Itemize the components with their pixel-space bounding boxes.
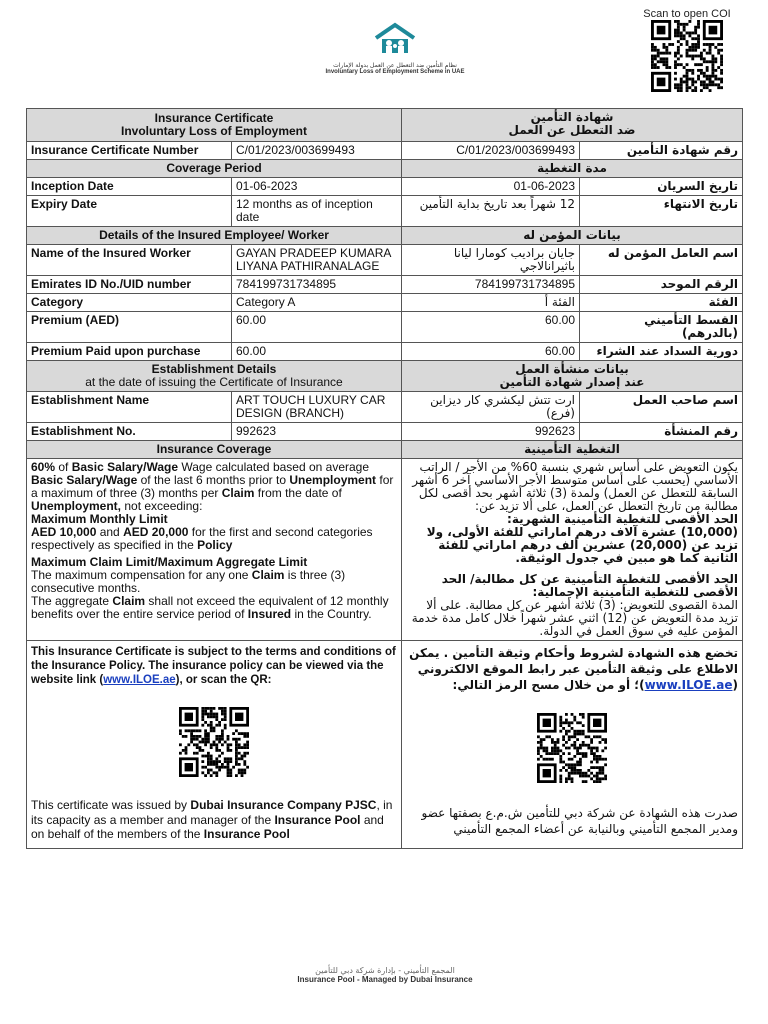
cert-number-row: [27, 142, 743, 160]
category-value-en: Category A: [232, 294, 402, 312]
coverage-period-header-en: Coverage Period: [27, 160, 402, 178]
coverage-ar-paragraph-3: المدة القصوى للتعويض: (3) ثلاثة أشهر عن كل مطالبة. على ألا تزيد مدة التعويض عن (12) اثني عشر شهراً خلال كامل مدة خدمة المؤمن عليه في سوق العمل في الدولة.: [411, 598, 738, 638]
premium-label: Premium (AED): [27, 312, 232, 343]
issued-by-text-en: This certificate was issued by Dubai Insurance Company PJSC, in its capacity as a member and manager of the Insurance Pool and on behalf of the members of the Insurance Pool: [31, 798, 393, 841]
expiry-label-ar: تاريخ الانتهاء: [580, 196, 743, 227]
insured-header-en: Details of the Insured Employee/ Worker: [27, 227, 402, 245]
emirates-id-label: Emirates ID No./UID number: [27, 276, 232, 294]
category-row: [27, 294, 743, 312]
logo-english-text: Involuntary Loss of Employment Scheme in UAE: [325, 69, 465, 75]
title-en-1: Insurance Certificate: [154, 111, 274, 125]
establishment-name-value-ar: ارت تتش ليكشري كار ديزاين (فرع): [402, 392, 580, 423]
expiry-label: Expiry Date: [27, 196, 232, 227]
inception-row: [27, 178, 743, 196]
footer-arabic: المجمع التأميني - بإدارة شركة دبي للتأمين: [315, 966, 455, 975]
establishment-no-row: [27, 423, 743, 441]
insured-name-value-ar: جايان براديب كومارا ليانا باثيرانالاجي: [402, 245, 580, 276]
coverage-header-en: Insurance Coverage: [27, 441, 402, 459]
monthly-limit-title: Maximum Monthly Limit: [31, 512, 168, 526]
terms-text-en: This Insurance Certificate is subject to the terms and conditions of the Insurance Policy. The insurance policy can be viewed via the website link (www.ILOE.ae), or scan the QR:: [31, 646, 396, 686]
establishment-header-ar: [402, 361, 743, 392]
title-ar-1: شهادة التأمين: [530, 110, 614, 124]
coverage-text-ar: [402, 459, 743, 641]
policy-qr-code-en[interactable]: [179, 707, 249, 780]
emirates-id-value-ar: 784199731734895: [402, 276, 580, 294]
establishment-header-en-1: Establishment Details: [151, 362, 277, 376]
title-ar: [402, 109, 743, 142]
footer-brand: [280, 966, 490, 984]
logo-arabic-text: نظام التأمين ضد التعطل عن العمل بدولة الإمارات: [333, 62, 457, 69]
establishment-no-label-ar: رقم المنشأة: [580, 423, 743, 441]
inception-label-ar: تاريخ السريان: [580, 178, 743, 196]
qr-pattern-icon: [537, 713, 607, 783]
establishment-header-en-2: at the date of issuing the Certificate of Insurance: [85, 375, 343, 389]
emirates-id-label-ar: الرقم الموحد: [580, 276, 743, 294]
issued-by-text-ar: صدرت هذه الشهادة عن شركة دبي للتأمين ش.م.ع بصفتها عضو ومدير المجمع التأميني وبالنيابة عن أعضاء المجمع التأميني: [421, 806, 738, 836]
top-qr-block: [632, 8, 742, 97]
category-label-ar: الفئة: [580, 294, 743, 312]
cert-number-value-en: C/01/2023/003699493: [232, 142, 402, 160]
claim-limit-title: Maximum Claim Limit/Maximum Aggregate Limit: [31, 555, 308, 569]
insured-header-row: [27, 227, 743, 245]
insured-header-ar: بيانات المؤمن له: [402, 227, 743, 245]
footer-english: Insurance Pool - Managed by Dubai Insurance: [297, 975, 473, 984]
expiry-row: [27, 196, 743, 227]
expiry-value-ar: 12 شهراً بعد تاريخ بداية التأمين: [402, 196, 580, 227]
insured-name-label: Name of the Insured Worker: [27, 245, 232, 276]
establishment-no-value-en: 992623: [232, 423, 402, 441]
establishment-name-row: [27, 392, 743, 423]
coverage-ar-claim-title: الحد الأقصى للتغطية التأمينية عن كل مطالبة/ الحد الأقصى للتغطية التأمينية الإجمالية:: [441, 572, 738, 599]
insured-name-label-ar: اسم العامل المؤمن له: [580, 245, 743, 276]
premium-paid-label: Premium Paid upon purchase: [27, 343, 232, 361]
premium-paid-label-ar: دورية السداد عند الشراء: [580, 343, 743, 361]
iloe-logo: [310, 22, 480, 84]
terms-text-ar: تخضع هذه الشهادة لشروط وأحكام وثيقة التأمين . يمكن الاطلاع على وثيقة التأمين عبر رابط الموقع الالكتروني (www.ILOE.ae)؛ أو من خلال مسح الرمز التالي:: [409, 646, 738, 692]
coverage-header-ar: التغطية التأمينية: [402, 441, 743, 459]
establishment-header-row: [27, 361, 743, 392]
emirates-id-value-en: 784199731734895: [232, 276, 402, 294]
category-value-ar: الفئة أ: [402, 294, 580, 312]
terms-en-cell: [27, 641, 402, 849]
coverage-period-header-row: [27, 160, 743, 178]
coverage-ar-monthly-title: الحد الأقصى للتغطية التأمينية الشهرية:: [507, 512, 738, 526]
cert-number-value-ar: C/01/2023/003699493: [402, 142, 580, 160]
insurance-certificate-table: [26, 108, 743, 849]
coverage-header-row: [27, 441, 743, 459]
premium-value-en: 60.00: [232, 312, 402, 343]
establishment-header-en: [27, 361, 402, 392]
qr-pattern-icon: [651, 20, 723, 92]
coverage-period-header-ar: مدة التغطية: [402, 160, 743, 178]
establishment-name-label: Establishment Name: [27, 392, 232, 423]
establishment-name-label-ar: اسم صاحب العمل: [580, 392, 743, 423]
premium-paid-value-en: 60.00: [232, 343, 402, 361]
coi-qr-code[interactable]: [651, 20, 723, 97]
category-label: Category: [27, 294, 232, 312]
establishment-header-ar-1: بيانات منشأة العمل: [515, 362, 629, 376]
terms-row: [27, 641, 743, 849]
iloe-link-en[interactable]: www.ILOE.ae: [103, 674, 176, 686]
coverage-body-row: [27, 459, 743, 641]
inception-label: Inception Date: [27, 178, 232, 196]
title-ar-2: ضد التعطل عن العمل: [508, 123, 636, 137]
premium-value-ar: 60.00: [402, 312, 580, 343]
establishment-no-value-ar: 992623: [402, 423, 580, 441]
premium-row: [27, 312, 743, 343]
premium-paid-value-ar: 60.00: [402, 343, 580, 361]
coverage-paragraph-1: 60% of Basic Salary/Wage Wage calculated based on average Basic Salary/Wage of the last 6 months prior to Unemployment for a maximum of three (3) months per Claim from the date of Unemployment, not exceeding:: [31, 460, 394, 513]
emirates-id-row: [27, 276, 743, 294]
insured-name-row: [27, 245, 743, 276]
coverage-text-en: [27, 459, 402, 641]
cert-number-label: Insurance Certificate Number: [27, 142, 232, 160]
premium-paid-row: [27, 343, 743, 361]
title-en: [27, 109, 402, 142]
title-en-2: Involuntary Loss of Employment: [120, 124, 308, 138]
terms-ar-cell: [402, 641, 743, 849]
cert-number-label-ar: رقم شهادة التأمين: [580, 142, 743, 160]
establishment-name-value-en: ART TOUCH LUXURY CAR DESIGN (BRANCH): [232, 392, 402, 423]
inception-value-ar: 01-06-2023: [402, 178, 580, 196]
coverage-ar-paragraph-2: (10,000) عشرة آلاف درهم اماراتي للفئة الأولى، ولا تزيد عن (20,000) عشرين ألف درهم اماراتي للفئة الثانية كما هو مبين في جدول الوثيقة.: [426, 525, 738, 565]
establishment-header-ar-2: عند إصدار شهادة التأمين: [499, 375, 645, 389]
establishment-no-label: Establishment No.: [27, 423, 232, 441]
expiry-value-en: 12 months as of inception date: [232, 196, 402, 227]
coverage-paragraph-3: The maximum compensation for any one Claim is three (3) consecutive months. The aggregate Claim shall not exceed the equivalent of 12 monthly benefits over the entire service period of Insured in the Country.: [31, 568, 389, 621]
iloe-link-ar[interactable]: www.ILOE.ae: [644, 678, 733, 692]
premium-label-ar: القسط التأميني (بالدرهم): [580, 312, 743, 343]
policy-qr-code-ar[interactable]: [537, 713, 607, 787]
insured-name-value-en: GAYAN PRADEEP KUMARA LIYANA PATHIRANALAGE: [232, 245, 402, 276]
inception-value-en: 01-06-2023: [232, 178, 402, 196]
qr-pattern-icon: [179, 707, 249, 777]
certificate-title-row: [27, 109, 743, 142]
scan-label: Scan to open COI: [643, 8, 731, 20]
coverage-paragraph-2: AED 10,000 and AED 20,000 for the first and second categories respectively as specified in the Policy: [31, 525, 373, 552]
family-shelter-icon: [370, 22, 420, 56]
coverage-ar-paragraph-1: يكون التعويض على أساس شهري بنسبة 60% من الأجر / الراتب الأساسي (يحسب على أساس متوسط الأجر الأساسي آخر 6 أشهر السابقة للتعطل عن العمل) ولمدة (3) ثلاثة أشهر بحد أقصى لكل مطالبة من تاريخ التعطل عن العمل، على ألا تزيد عن:: [412, 460, 738, 513]
